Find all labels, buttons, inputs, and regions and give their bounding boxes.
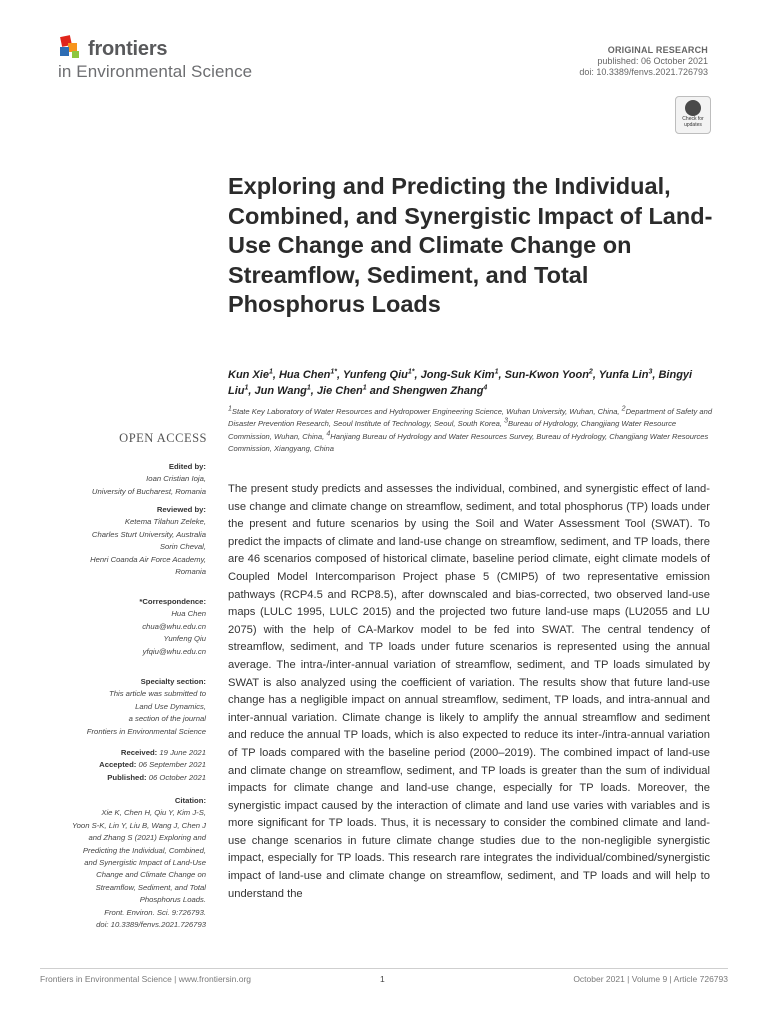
doi-link[interactable]: doi: 10.3389/fenvs.2021.726793 [579, 67, 708, 77]
reviewer-line: Charles Sturt University, Australia [91, 529, 206, 539]
brand-name[interactable]: frontiers [88, 38, 168, 60]
correspondence-name: Yunfeng Qiu [163, 634, 206, 644]
affiliation-marker: 3 [504, 417, 508, 425]
citation-section [40, 795, 206, 931]
specialty-line: Frontiers in Environmental Science [86, 726, 206, 736]
affiliation-marker: 2 [621, 405, 626, 413]
author-name[interactable]: Jun Wang [254, 384, 307, 397]
article-title: Exploring and Predicting the Individual, Combined, and Synergistic Impact of Land-Use Change and Climate Change on Streamflow, Sediment, and Total Phosphorus Loads [228, 173, 713, 318]
editor-line: Ioan Cristian Ioja, [146, 474, 206, 484]
accepted-date: Accepted: 06 September 2021 [99, 760, 206, 770]
correspondence-email[interactable]: yfqiu@whu.edu.cn [142, 646, 206, 656]
footer-issue-info: October 2021 | Volume 9 | Article 726793 [573, 974, 728, 984]
author-affiliation-marker: 3 [648, 368, 653, 376]
author-affiliation-marker: 1 [306, 383, 311, 391]
citation-line: Phosphorus Loads. [139, 895, 206, 905]
author-affiliation-marker: 4 [483, 383, 488, 391]
reviewed-by-label: Reviewed by: [156, 505, 206, 514]
author-name[interactable]: Yunfeng Qiu [342, 369, 408, 381]
reviewed-by-section [40, 504, 206, 578]
reviewer-line: Sorin Cheval, [159, 542, 206, 552]
affiliation-text: Department of Safety and Disaster Prevention Research, Seoul Institute of Technology, Seoul, South Korea, [228, 407, 713, 429]
editor-line: University of Bucharest, Romania [91, 486, 206, 496]
correspondence-name: Hua Chen [171, 609, 206, 619]
author-affiliation-marker: 1* [330, 368, 337, 376]
author-name[interactable]: Yunfa Lin [598, 369, 649, 381]
specialty-line: a section of the journal [128, 714, 206, 724]
journal-name[interactable]: in Environmental Science [58, 62, 253, 81]
published-date-sidebar: Published: 06 October 2021 [107, 772, 206, 782]
abstract-text: The present study predicts and assesses the individual, combined, and synergistic effect of land-use change and climate change on streamflow, sediment, and total phosphorus (TP) loads under the present and future scenarios by using the Soil and Water Assessment Tool (SWAT). To predict the impacts of climate and land-use change on streamflow, sediment, and TP loads, there are 46 scenarios composed of historical climate, baseline period climate, eight climate models of Coupled Model Intercomparison Project phase 5 (CMIP5) of two representative emission pathways (RCP4.5 and RCP8.5), after downscaled and bias-corrected, two observed land-use maps (LULC 1995, LULC 2015) and the projected two future land-use maps (LU2055 and LU 2075) with the help of CA-Markov model to be fed into SWAT. The central tendency of streamflow, sediment, and TP loads under future scenarios is represented using the annual average. The intra-/inter-annual variation of streamflow, sediment, and TP loads simulated by SWAT is also analyzed using the coefficient of variation. The results show that future land-use change has a negligible impact on annual streamflow, sediment, TP loads, and intra-annual and inter-annual variation. Climate change is likely to amplify the annual streamflow and sediment and reduce the annual TP loads, which is also expected to reduce its inter-/intra-annual variation of TP loads compared with the baseline period (2000–2019). The combined impact of land-use and climate change on streamflow, sediment, and TP loads is greater than the sum of individual impacts for climate change and land-use change, especially for TP loads. Moreover, the synergistic impact caused by the interaction of climate and land use varies with variables and is more significant for TP loads. Thus, it is necessary to consider the combined climate and land-use change scenarios in future climate change studies due to the non-negligible synergistic impact, especially for TP loads. This research rare integrates the individual/combined/synergistic impact of land-use and climate change on streamflow, sediment, and TP loads and will help to understand the [228, 483, 710, 900]
author-affiliation-marker: 1 [244, 383, 249, 391]
author-list: Kun Xie$^1$, Hua Chen$^{1*}$, Yunfeng Qiu$^{1*}$, Jong-Suk Kim$^1$, Sun-Kwon Yoon$^2$, Yunfa Lin$^3$, Bingyi Liu$^1$, Jun Wang$^1$, Jie Chen$^1$ and Shengwen Zhang$^4$ [228, 368, 693, 397]
author-name[interactable]: Bingyi Liu [228, 369, 693, 397]
author-affiliation-marker: 1 [362, 383, 367, 391]
citation-line: and Synergistic Impact of Land-Use [84, 858, 206, 868]
dates-section [40, 747, 206, 784]
author-name[interactable]: Jie Chen [316, 384, 363, 397]
affiliation-marker: 4 [326, 430, 331, 438]
open-access-label: OPEN ACCESS [119, 431, 207, 445]
citation-line: Predicting the Individual, Combined, [82, 845, 206, 855]
affiliation-text: Hanjiang Bureau of Hydrology and Water Resources Survey, Bureau of Hydrology, Changjiang Water Resources Commission, Xiangyang, China [228, 431, 709, 454]
correspondence-section [40, 596, 206, 658]
page-number: 1 [380, 974, 385, 984]
specialty-label: Specialty section: [140, 677, 206, 686]
reviewer-line: Henri Coanda Air Force Academy, [90, 554, 206, 564]
citation-line: and Zhang S (2021) Exploring and [88, 833, 206, 843]
author-name[interactable]: Shengwen Zhang [392, 384, 484, 397]
citation-line: Change and Climate Change on [96, 870, 206, 880]
author-affiliation-marker: 1 [494, 368, 499, 376]
received-date: Received: 19 June 2021 [120, 748, 206, 757]
edited-by-section [40, 461, 206, 498]
affiliation-text: State Key Laboratory of Water Resources and Hydropower Engineering Science, Wuhan University, Wuhan, China, [231, 407, 620, 416]
reviewer-line: Ketema Tilahun Zeleke, [124, 517, 206, 527]
author-name[interactable]: Sun-Kwon Yoon [504, 369, 589, 381]
specialty-section [40, 676, 206, 738]
citation-line: Yoon S-K, Lin Y, Liu B, Wang J, Chen J [71, 820, 206, 830]
author-name[interactable]: Jong-Suk Kim [420, 369, 495, 381]
footer-divider [40, 968, 728, 969]
citation-label: Citation: [174, 796, 206, 805]
citation-doi[interactable]: doi: 10.3389/fenvs.2021.726793 [96, 920, 206, 930]
correspondence-email[interactable]: chua@whu.edu.cn [142, 621, 206, 631]
affiliations [228, 406, 718, 456]
author-affiliation-marker: 1 [268, 368, 273, 376]
footer-journal-link[interactable]: Frontiers in Environmental Science | www.frontiersin.org [40, 974, 252, 984]
author-name[interactable]: Hua Chen [278, 369, 331, 381]
author-affiliation-marker: 2 [588, 368, 593, 376]
affiliation-marker: 1 [228, 405, 232, 413]
frontiers-logo-icon [58, 34, 86, 62]
specialty-line: This article was submitted to [109, 689, 206, 699]
citation-line: Xie K, Chen H, Qiu Y, Kim J-S, [101, 808, 206, 818]
edited-by-label: Edited by: [168, 462, 206, 471]
published-date: published: 06 October 2021 [597, 56, 708, 66]
reviewer-line: Romania [175, 567, 206, 577]
affiliation-text: Bureau of Hydrology, Changjiang Water Resource Commission, Wuhan, China, [228, 419, 677, 441]
author-affiliation-marker: 1* [407, 368, 415, 376]
check-for-updates-badge[interactable] [675, 96, 711, 134]
article-type: ORIGINAL RESEARCH [607, 45, 708, 55]
check-for-updates-label: Check for updates [682, 116, 704, 128]
citation-line: Front. Environ. Sci. 9:726793. [104, 907, 206, 917]
citation-line: Streamflow, Sediment, and Total [95, 882, 206, 892]
specialty-line: Land Use Dynamics, [135, 701, 206, 711]
correspondence-label: *Correspondence: [139, 597, 206, 606]
check-for-updates-icon [685, 100, 701, 116]
author-name[interactable]: Kun Xie [228, 369, 269, 381]
